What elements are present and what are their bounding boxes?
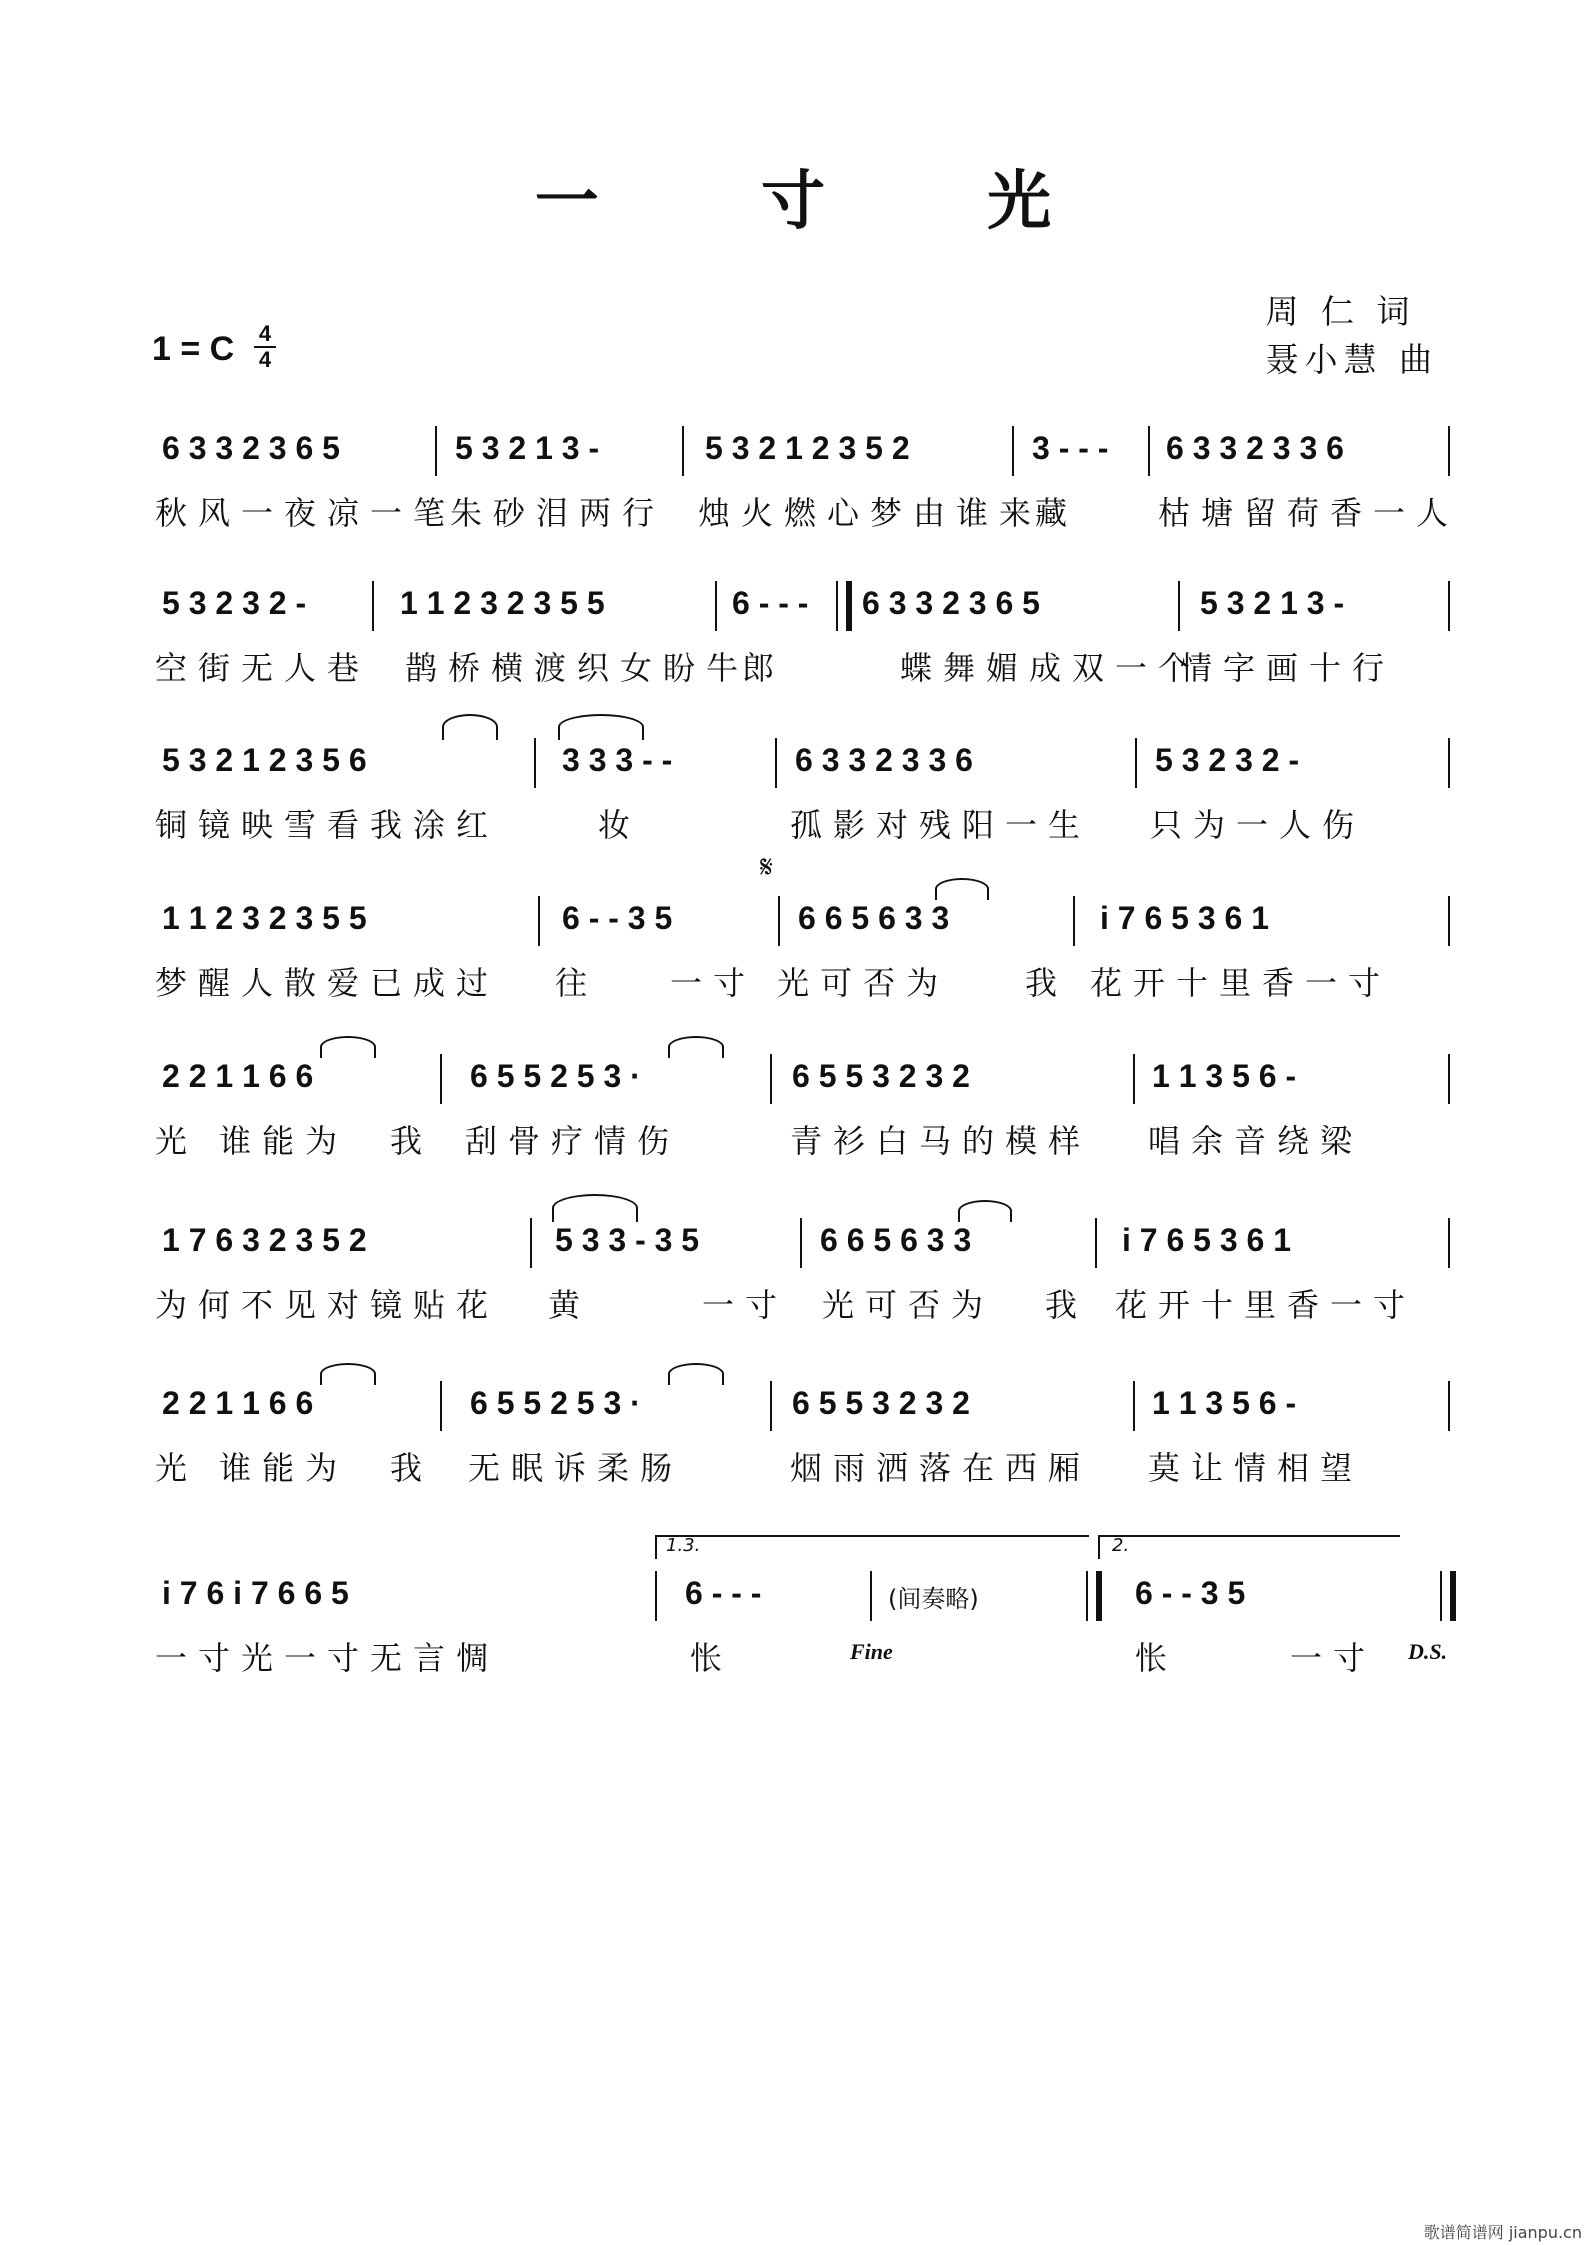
- lyric: 光 谁能为: [155, 1122, 349, 1160]
- lyric: 朱砂泪两行: [450, 494, 666, 532]
- ds-mark: D.S.: [1408, 1639, 1448, 1664]
- measure: 1 7 6 3 2 3 5 2: [162, 1222, 367, 1258]
- fine-mark: Fine: [850, 1639, 893, 1664]
- measure: 6 3 3 2 3 6 5: [162, 430, 340, 466]
- measure: 5 3 2 1 2 3 5 6: [162, 742, 367, 778]
- lyric: 无眠诉柔肠: [468, 1449, 684, 1487]
- measure: 6 3 3 2 3 3 6: [1166, 430, 1344, 466]
- measure: 5 3 2 1 3 -: [1200, 585, 1345, 621]
- lyric: 铜镜映雪看我涂红: [155, 806, 500, 844]
- score-system-3: [150, 742, 1450, 882]
- score-system-6: [150, 1222, 1450, 1362]
- lyric: 我: [1045, 1286, 1089, 1324]
- measure: i 7 6 5 3 6 1: [1100, 900, 1270, 936]
- measure: 1 1 2 3 2 3 5 5: [162, 900, 367, 936]
- lyric: 往: [555, 964, 599, 1002]
- key-signature: 1 = C: [152, 330, 235, 368]
- lyric: 青衫白马的模样: [790, 1122, 1092, 1160]
- lyric: 烟雨洒落在西厢: [790, 1449, 1092, 1487]
- lyric: 唱余音绕梁: [1148, 1122, 1364, 1160]
- measure: 6 - - 3 5: [1135, 1575, 1246, 1611]
- measure: i 7 6 i 7 6 6 5: [162, 1575, 349, 1611]
- interlude-note: (间奏略): [888, 1585, 979, 1613]
- lyric: 刮骨疗情伤: [465, 1122, 681, 1160]
- composer: 聂小慧 曲: [1265, 340, 1438, 379]
- score-system-7: [150, 1385, 1450, 1525]
- score-system-5: [150, 1058, 1450, 1198]
- volta-1-label: 1.3.: [666, 1535, 701, 1556]
- lyric: 为何不见对镜贴花: [155, 1286, 500, 1324]
- lyric: 花开十里香一寸: [1090, 964, 1392, 1002]
- measure: 6 6 5 6 3 3: [820, 1222, 972, 1258]
- page-title: 一 寸 光: [534, 164, 1122, 239]
- lyric: 鹊桥横渡织女盼牛: [405, 649, 750, 687]
- score-system-2: [150, 585, 1450, 725]
- meter-top: 4: [258, 321, 272, 346]
- lyric: 孤影对残阳一生: [790, 806, 1092, 844]
- measure: 1 1 3 5 6 -: [1152, 1058, 1297, 1094]
- measure: 5 3 2 3 2 -: [1155, 742, 1300, 778]
- lyric: 我: [1025, 964, 1069, 1002]
- lyric: 秋风一夜凉一笔: [155, 494, 457, 532]
- measure: 1 1 2 3 2 3 5 5: [400, 585, 605, 621]
- lyric: 情字画十行: [1180, 649, 1396, 687]
- volta-2-label: 2.: [1112, 1535, 1130, 1556]
- lyric: 一寸: [702, 1286, 789, 1324]
- lyric: 光 谁能为: [155, 1449, 349, 1487]
- lyric: 怅: [690, 1639, 734, 1677]
- measure: 6 - - -: [732, 585, 809, 621]
- lyric: 妆: [598, 806, 642, 844]
- lyric: 枯塘留荷香一人: [1158, 494, 1460, 532]
- measure: 6 6 5 6 3 3: [798, 900, 950, 936]
- measure: 6 5 5 2 5 3 ·: [470, 1385, 641, 1421]
- segno-mark: 𝄋: [760, 850, 773, 885]
- measure: 6 3 3 2 3 3 6: [795, 742, 973, 778]
- lyric: 光可否为: [822, 1286, 995, 1324]
- volta-1: [655, 1535, 1089, 1559]
- lyric: 我: [390, 1122, 434, 1160]
- measure: 6 5 5 3 2 3 2: [792, 1385, 970, 1421]
- lyric: 空街无人巷: [155, 649, 371, 687]
- measure: 1 1 3 5 6 -: [1152, 1385, 1297, 1421]
- measure: 6 3 3 2 3 6 5: [862, 585, 1040, 621]
- credits: [1266, 288, 1439, 384]
- measure: 2 2 1 1 6 6: [162, 1385, 314, 1421]
- lyric: 烛火燃心梦由谁来: [698, 494, 1043, 532]
- time-signature: [252, 322, 278, 372]
- lyric: 黄: [548, 1286, 592, 1324]
- meter-bottom: 4: [258, 347, 272, 372]
- lyric: 莫让情相望: [1148, 1449, 1364, 1487]
- footer-watermark: 歌谱简谱网 jianpu.cn: [1423, 2223, 1582, 2242]
- lyric: 一寸: [1290, 1639, 1377, 1677]
- score-system-1: [150, 430, 1460, 570]
- lyric: 花开十里香一寸: [1115, 1286, 1417, 1324]
- measure: 3 3 3 - -: [562, 742, 673, 778]
- measure: 5 3 2 3 2 -: [162, 585, 307, 621]
- lyric: 只为一人伤: [1150, 806, 1366, 844]
- volta-2: [1098, 1535, 1400, 1559]
- lyric: 藏: [1035, 494, 1079, 532]
- measure: 5 3 2 1 3 -: [455, 430, 600, 466]
- score-system-8: [150, 1535, 1450, 1715]
- measure: 6 - - 3 5: [562, 900, 673, 936]
- lyricist: 周 仁 词: [1265, 292, 1416, 331]
- measure: 5 3 3 - 3 5: [555, 1222, 700, 1258]
- measure: 6 5 5 3 2 3 2: [792, 1058, 970, 1094]
- lyric: 郎: [742, 649, 786, 687]
- score-system-4: [150, 850, 1450, 1040]
- lyric: 一寸光一寸无言惆: [155, 1639, 500, 1677]
- lyric: 梦醒人散爱已成过: [155, 964, 500, 1002]
- lyric: 一寸 光可否为: [670, 964, 950, 1002]
- lyric: 我: [390, 1449, 434, 1487]
- measure: i 7 6 5 3 6 1: [1122, 1222, 1292, 1258]
- measure: 3 - - -: [1032, 430, 1109, 466]
- measure: 5 3 2 1 2 3 5 2: [705, 430, 910, 466]
- measure: 2 2 1 1 6 6: [162, 1058, 314, 1094]
- measure: 6 5 5 2 5 3 ·: [470, 1058, 641, 1094]
- lyric: 蝶舞媚成双一个: [900, 649, 1202, 687]
- measure: 6 - - -: [685, 1575, 762, 1611]
- lyric: 怅: [1135, 1639, 1179, 1677]
